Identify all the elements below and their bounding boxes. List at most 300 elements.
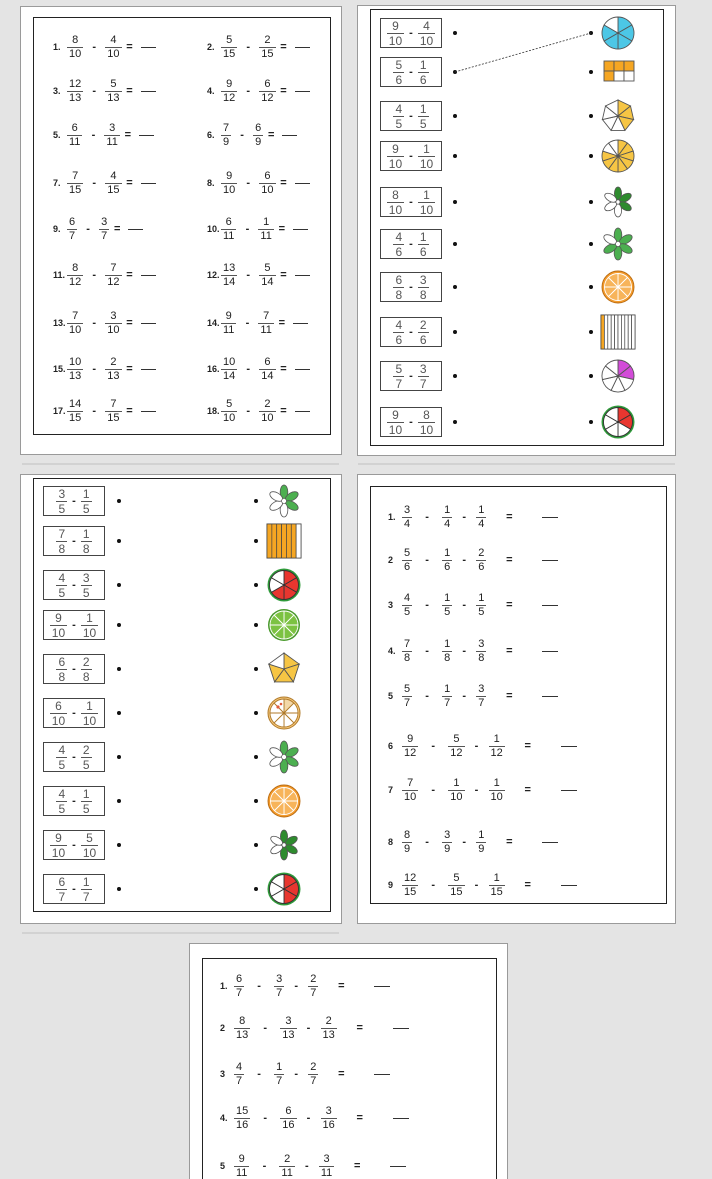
fraction-expression-box (43, 786, 105, 816)
fraction (387, 143, 404, 170)
numerator: 6 (71, 121, 78, 134)
minus-sign: - (425, 511, 429, 523)
minus-sign: - (86, 223, 90, 235)
numerator: 1 (423, 187, 430, 202)
match-dot-left[interactable] (117, 843, 121, 847)
numerator: 8 (392, 187, 399, 202)
fraction (234, 1062, 244, 1087)
answer-blank[interactable] (293, 229, 308, 230)
minus-sign: - (92, 317, 97, 329)
answer-blank[interactable] (393, 1028, 409, 1029)
denominator: 10 (388, 156, 403, 171)
match-dot-left[interactable] (117, 799, 121, 803)
answer-blank[interactable] (542, 560, 558, 561)
clover-green-icon (600, 226, 636, 262)
problem-number: 5 (388, 691, 394, 701)
fraction (50, 612, 67, 639)
fraction (67, 357, 83, 382)
minus-sign: - (462, 690, 467, 702)
numerator: 15 (236, 1104, 249, 1117)
minus-sign: - (409, 110, 413, 122)
divider (22, 463, 339, 465)
fraction (279, 1154, 294, 1179)
denominator: 11 (223, 229, 235, 242)
fraction (321, 1016, 337, 1041)
denominator: 10 (388, 33, 403, 48)
match-dot-right[interactable] (589, 154, 593, 158)
subtraction-problem (207, 169, 310, 197)
numerator: 8 (404, 828, 411, 841)
match-dot-left[interactable] (117, 539, 121, 543)
match-dot-right[interactable] (589, 374, 593, 378)
fraction (402, 830, 412, 855)
problem-number: 14. (207, 318, 220, 328)
fraction (402, 639, 412, 664)
problem-number: 11. (53, 270, 66, 280)
answer-blank[interactable] (542, 842, 558, 843)
fraction (105, 263, 121, 288)
match-dot-right[interactable] (589, 200, 593, 204)
answer-blank[interactable] (561, 790, 577, 791)
minus-sign: - (409, 326, 413, 338)
equals-sign: = (126, 363, 133, 375)
equals-sign: = (524, 784, 531, 796)
worksheet-card-2 (357, 5, 676, 456)
denominator: 11 (320, 1166, 333, 1179)
numerator: 6 (255, 121, 262, 134)
minus-sign: - (92, 41, 97, 53)
fraction (448, 778, 464, 803)
numerator: 1 (82, 486, 90, 501)
subtraction-problem (388, 546, 558, 574)
denominator: 7 (444, 696, 451, 709)
equals-sign: = (506, 690, 513, 702)
match-dot-left[interactable] (453, 114, 457, 118)
fraction (442, 505, 452, 530)
minus-sign: - (72, 883, 76, 895)
numerator: 6 (285, 1104, 292, 1117)
denominator: 7 (404, 696, 411, 709)
fraction (402, 734, 418, 759)
equals-sign: = (126, 317, 133, 329)
problem-number: 15. (53, 364, 66, 374)
numerator: 4 (395, 317, 403, 332)
numerator: 3 (285, 1014, 292, 1027)
numerator: 1 (493, 732, 500, 745)
numerator: 6 (58, 874, 66, 889)
answer-blank[interactable] (282, 135, 297, 136)
denominator: 15 (107, 411, 120, 424)
denominator: 5 (82, 801, 90, 816)
fraction (448, 734, 464, 759)
denominator: 9 (255, 135, 262, 148)
numerator: 9 (392, 407, 399, 422)
fraction (105, 357, 121, 382)
match-dot-right[interactable] (254, 667, 258, 671)
fraction (393, 319, 404, 346)
answer-blank[interactable] (542, 651, 558, 652)
numerator: 1 (444, 546, 451, 559)
problem-number: 17. (53, 406, 66, 416)
numerator: 4 (395, 101, 403, 116)
problem-number: 4. (388, 646, 396, 656)
denominator: 13 (69, 91, 82, 104)
denominator: 14 (223, 369, 236, 382)
denominator: 8 (444, 651, 451, 664)
flower-green-outline-icon (600, 184, 636, 220)
answer-blank[interactable] (542, 605, 558, 606)
match-dot-left[interactable] (453, 285, 457, 289)
numerator: 2 (264, 397, 271, 410)
numerator: 10 (223, 355, 236, 368)
match-dot-right[interactable] (254, 539, 258, 543)
subtraction-problem (207, 355, 310, 383)
answer-blank[interactable] (295, 91, 310, 92)
subtraction-problem (53, 169, 156, 197)
fraction (67, 399, 83, 424)
answer-blank[interactable] (295, 47, 310, 48)
subtraction-problem (220, 1152, 406, 1179)
fraction (476, 684, 486, 709)
minus-sign: - (306, 1022, 311, 1034)
match-dot-right[interactable] (254, 887, 258, 891)
fraction (81, 832, 98, 859)
striped-bar-icon (600, 314, 636, 350)
fraction (418, 363, 429, 390)
denominator: 9 (223, 135, 230, 148)
denominator: 12 (490, 746, 503, 759)
fraction (105, 35, 121, 60)
denominator: 10 (388, 422, 403, 437)
match-dot-left[interactable] (117, 711, 121, 715)
numerator: 1 (444, 682, 451, 695)
answer-blank[interactable] (128, 229, 143, 230)
match-dot-right[interactable] (589, 330, 593, 334)
fraction (221, 263, 237, 288)
minus-sign: - (72, 839, 76, 851)
problem-number: 4. (207, 86, 215, 96)
fraction (393, 103, 404, 130)
answer-blank[interactable] (295, 369, 310, 370)
subtraction-problem (207, 33, 310, 61)
minus-sign: - (92, 363, 97, 375)
fraction-expression-box (43, 570, 105, 600)
minus-sign: - (409, 238, 413, 250)
answer-blank[interactable] (141, 369, 156, 370)
match-dot-left[interactable] (453, 374, 457, 378)
denominator: 13 (107, 91, 120, 104)
denominator: 7 (82, 889, 90, 904)
subtraction-problem (207, 77, 310, 105)
denominator: 4 (444, 517, 451, 530)
numerator: 1 (86, 698, 93, 713)
denominator: 6 (404, 560, 411, 573)
answer-blank[interactable] (141, 275, 156, 276)
fraction (234, 1016, 250, 1041)
numerator: 2 (284, 1152, 291, 1165)
minus-sign: - (245, 223, 250, 235)
circle-yellow-slices-icon (600, 138, 636, 174)
match-dot-right[interactable] (254, 623, 258, 627)
fraction (56, 744, 67, 771)
minus-sign: - (474, 740, 479, 752)
answer-blank[interactable] (141, 91, 156, 92)
minus-sign: - (409, 150, 413, 162)
denominator: 11 (69, 135, 81, 148)
fraction (50, 832, 67, 859)
problem-number: 3. (53, 86, 61, 96)
problem-number: 8 (388, 837, 394, 847)
minus-sign: - (462, 554, 467, 566)
answer-blank[interactable] (293, 323, 308, 324)
problem-number: 3 (388, 600, 394, 610)
fraction-expression-box (43, 486, 105, 516)
numerator: 2 (264, 33, 271, 46)
equals-sign: = (524, 879, 531, 891)
subtraction-problem (388, 503, 558, 531)
denominator: 7 (101, 229, 108, 242)
fraction (259, 399, 275, 424)
fraction-expression-box (43, 874, 105, 904)
denominator: 10 (107, 323, 120, 336)
denominator: 12 (450, 746, 463, 759)
denominator: 15 (69, 411, 82, 424)
minus-sign: - (246, 41, 251, 53)
minus-sign: - (425, 836, 429, 848)
match-dot-left[interactable] (453, 420, 457, 424)
denominator: 7 (236, 986, 243, 999)
numerator: 9 (55, 610, 62, 625)
fraction (56, 528, 67, 555)
denominator: 8 (404, 651, 411, 664)
numerator: 3 (404, 503, 411, 516)
fraction (442, 548, 452, 573)
denominator: 8 (395, 287, 403, 302)
match-dot-left[interactable] (453, 330, 457, 334)
circle-magenta-icon (600, 358, 636, 394)
denominator: 5 (419, 116, 427, 131)
numerator: 4 (58, 742, 66, 757)
numerator: 1 (276, 1060, 283, 1073)
subtraction-problem (388, 591, 558, 619)
divider (22, 932, 339, 934)
fraction (448, 873, 464, 898)
denominator: 11 (281, 1166, 293, 1179)
numerator: 1 (478, 591, 485, 604)
denominator: 7 (478, 696, 485, 709)
problem-number: 1. (388, 512, 396, 522)
match-dot-right[interactable] (589, 114, 593, 118)
problem-number: 16. (207, 364, 220, 374)
fraction (105, 311, 121, 336)
answer-blank[interactable] (374, 986, 390, 987)
equals-sign: = (506, 554, 513, 566)
equals-sign: = (338, 980, 345, 992)
answer-blank[interactable] (561, 746, 577, 747)
answer-blank[interactable] (295, 183, 310, 184)
match-dot-right[interactable] (254, 755, 258, 759)
match-dot-left[interactable] (117, 755, 121, 759)
match-dot-left[interactable] (453, 242, 457, 246)
minus-sign: - (425, 645, 429, 657)
match-dot-left[interactable] (117, 887, 121, 891)
problem-number: 9. (53, 224, 61, 234)
denominator: 10 (419, 422, 434, 437)
problem-number: 6. (207, 130, 215, 140)
matching-line (358, 6, 658, 86)
denominator: 5 (444, 605, 451, 618)
denominator: 14 (261, 275, 274, 288)
match-dot-left[interactable] (117, 583, 121, 587)
numerator: 7 (58, 526, 66, 541)
denominator: 6 (419, 72, 427, 87)
fraction (280, 1106, 296, 1131)
numerator: 1 (453, 776, 460, 789)
fraction (259, 79, 275, 104)
subtraction-problem (53, 397, 156, 425)
match-dot-left[interactable] (117, 623, 121, 627)
match-dot-left[interactable] (453, 200, 457, 204)
denominator: 14 (223, 275, 236, 288)
match-dot-left[interactable] (117, 667, 121, 671)
fraction-expression-box (43, 526, 105, 556)
equals-sign: = (506, 511, 513, 523)
minus-sign: - (305, 1160, 309, 1172)
denominator: 5 (58, 757, 66, 772)
fraction (442, 684, 452, 709)
numerator: 3 (109, 121, 116, 134)
fraction (81, 572, 92, 599)
answer-blank[interactable] (141, 323, 156, 324)
fraction (418, 319, 429, 346)
numerator: 1 (444, 503, 451, 516)
problem-number: 5 (220, 1161, 226, 1171)
equals-sign: = (126, 269, 133, 281)
fraction (418, 103, 429, 130)
minus-sign: - (92, 85, 97, 97)
answer-blank[interactable] (295, 275, 310, 276)
numerator: 9 (226, 77, 233, 90)
numerator: 6 (264, 355, 271, 368)
orange-citrus-icon (266, 783, 302, 819)
fraction (67, 35, 83, 60)
denominator: 7 (395, 376, 403, 391)
match-dot-right[interactable] (254, 799, 258, 803)
numerator: 5 (395, 57, 403, 72)
fraction (258, 311, 273, 336)
fraction (67, 311, 83, 336)
denominator: 10 (223, 183, 236, 196)
answer-blank[interactable] (139, 135, 154, 136)
denominator: 11 (260, 323, 272, 336)
fraction (319, 1154, 334, 1179)
fraction (476, 505, 486, 530)
numerator: 2 (310, 1060, 317, 1073)
match-dot-left[interactable] (117, 499, 121, 503)
denominator: 7 (419, 376, 427, 391)
minus-sign: - (246, 177, 251, 189)
fraction-expression-box (43, 654, 105, 684)
denominator: 5 (478, 605, 485, 618)
equals-sign: = (126, 177, 133, 189)
numerator: 6 (264, 169, 271, 182)
minus-sign: - (263, 1112, 268, 1124)
answer-blank[interactable] (141, 411, 156, 412)
answer-blank[interactable] (141, 47, 156, 48)
fraction (258, 217, 273, 242)
minus-sign: - (425, 554, 429, 566)
numerator: 5 (395, 361, 403, 376)
denominator: 8 (82, 669, 90, 684)
numerator: 3 (82, 570, 90, 585)
fraction (259, 35, 275, 60)
minus-sign: - (92, 177, 97, 189)
fraction (393, 274, 404, 301)
worksheet-card-5 (189, 943, 508, 1179)
problem-number: 4. (220, 1113, 228, 1123)
minus-sign: - (257, 980, 261, 992)
match-dot-left[interactable] (453, 154, 457, 158)
fraction (442, 639, 452, 664)
match-dot-right[interactable] (254, 711, 258, 715)
denominator: 7 (276, 1074, 283, 1087)
minus-sign: - (72, 535, 76, 547)
denominator: 6 (395, 244, 403, 259)
answer-blank[interactable] (295, 411, 310, 412)
worksheet-card-1 (20, 6, 342, 455)
denominator: 16 (282, 1118, 295, 1131)
numerator: 3 (478, 637, 485, 650)
numerator: 1 (419, 57, 427, 72)
denominator: 10 (107, 47, 120, 60)
answer-blank[interactable] (542, 517, 558, 518)
numerator: 3 (419, 272, 427, 287)
fraction (308, 1062, 318, 1087)
problem-number: 8. (207, 178, 215, 188)
denominator: 15 (404, 885, 417, 898)
answer-blank[interactable] (561, 885, 577, 886)
fraction (81, 612, 98, 639)
denominator: 7 (276, 986, 283, 999)
numerator: 6 (264, 77, 271, 90)
answer-blank[interactable] (390, 1166, 406, 1167)
answer-blank[interactable] (374, 1074, 390, 1075)
denominator: 4 (478, 517, 485, 530)
match-dot-right[interactable] (254, 843, 258, 847)
subtraction-problem (388, 637, 558, 665)
match-dot-right[interactable] (589, 285, 593, 289)
denominator: 7 (58, 889, 66, 904)
numerator: 1 (493, 871, 500, 884)
equals-sign: = (124, 129, 132, 141)
equals-sign: = (126, 85, 133, 97)
match-dot-right[interactable] (589, 420, 593, 424)
answer-blank[interactable] (141, 183, 156, 184)
fraction (56, 876, 67, 903)
answer-blank[interactable] (393, 1118, 409, 1119)
match-dot-right[interactable] (254, 583, 258, 587)
minus-sign: - (306, 1112, 311, 1124)
equals-sign: = (280, 363, 287, 375)
fraction (221, 311, 236, 336)
numerator: 1 (419, 101, 427, 116)
denominator: 10 (419, 202, 434, 217)
answer-blank[interactable] (542, 696, 558, 697)
numerator: 9 (55, 830, 62, 845)
match-dot-right[interactable] (254, 499, 258, 503)
denominator: 4 (404, 517, 411, 530)
match-dot-right[interactable] (589, 242, 593, 246)
